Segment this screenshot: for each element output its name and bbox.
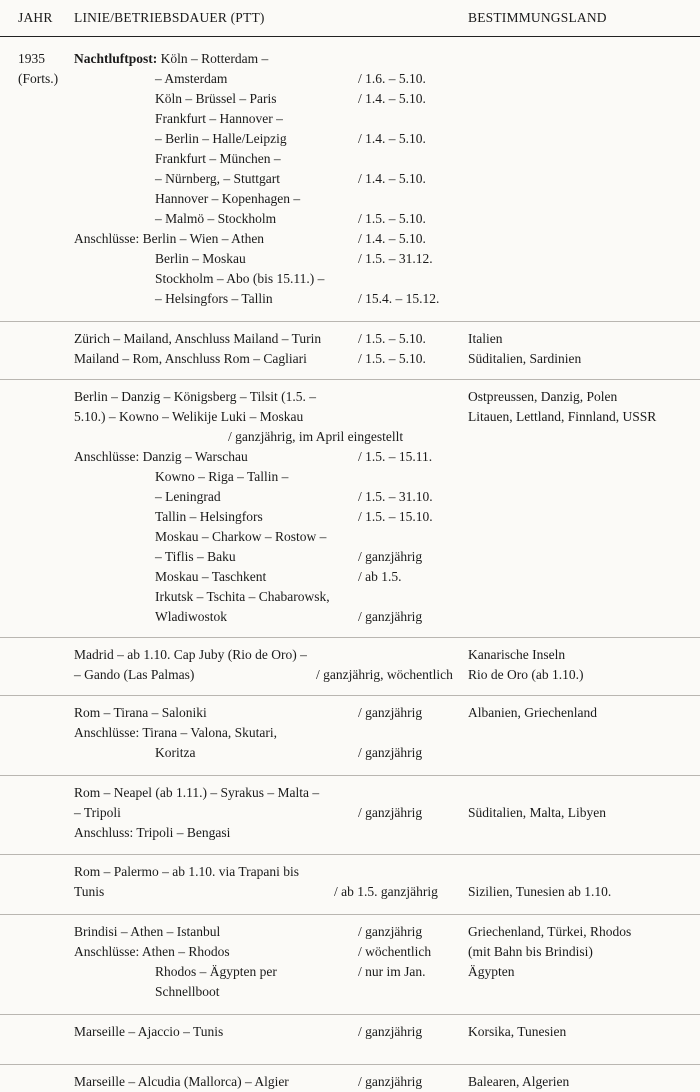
operating-period: / 1.4. – 5.10. <box>358 171 426 186</box>
route-row <box>0 507 700 527</box>
route-row <box>0 129 700 149</box>
route-text: Irkutsk – Tschita – Chabarowsk, <box>155 589 330 604</box>
route-text: Hannover – Kopenhagen – <box>155 191 301 206</box>
route-text: Nachtluftpost: Köln – Rotterdam – <box>74 51 269 66</box>
route-text: Rom – Palermo – ab 1.10. via Trapani bis <box>74 864 299 879</box>
section-divider <box>0 321 700 323</box>
section-divider <box>0 775 700 777</box>
route-row <box>0 1072 700 1092</box>
route-row <box>0 803 700 823</box>
route-text: Anschlüsse: Athen – Rhodos <box>74 944 230 959</box>
route-label: Nachtluftpost: <box>74 51 158 66</box>
destination-country: Sizilien, Tunesien ab 1.10. <box>468 884 612 899</box>
operating-period: / ganzjährig, im April eingestellt <box>228 429 404 444</box>
route-text: Tunis <box>74 884 105 899</box>
route-row <box>0 982 700 1002</box>
operating-period: / ganzjährig <box>358 549 423 564</box>
header-rule <box>0 36 700 37</box>
route-text: Mailand – Rom, Anschluss Rom – Cagliari <box>74 351 307 366</box>
route-section <box>0 387 700 627</box>
route-text: Berlin – Moskau <box>155 251 246 266</box>
route-text: Moskau – Charkow – Rostow – <box>155 529 327 544</box>
route-row <box>0 109 700 129</box>
year-label: 1935 <box>18 51 45 66</box>
section-divider <box>0 637 700 639</box>
route-text: Kowno – Riga – Tallin – <box>155 469 289 484</box>
route-text: Anschlüsse: Tirana – Valona, Skutari, <box>74 725 277 740</box>
destination-country: Litauen, Lettland, Finnland, USSR <box>468 409 657 424</box>
destination-country: Ägypten <box>468 964 515 979</box>
route-section <box>0 862 700 902</box>
route-text: Marseille – Alcudia (Mallorca) – Algier <box>74 1074 289 1089</box>
operating-period: / ganzjährig <box>358 609 423 624</box>
operating-period: / ganzjährig <box>358 705 423 720</box>
route-text: Brindisi – Athen – Istanbul <box>74 924 221 939</box>
operating-period: / ganzjährig <box>358 745 423 760</box>
operating-period: / 1.6. – 5.10. <box>358 71 426 86</box>
route-row <box>0 665 700 685</box>
route-row <box>0 289 700 309</box>
route-text: Frankfurt – München – <box>155 151 281 166</box>
route-row <box>0 149 700 169</box>
route-section <box>0 783 700 843</box>
route-row <box>0 723 700 743</box>
route-section <box>0 1022 700 1042</box>
column-header <box>0 10 700 30</box>
route-text: Frankfurt – Hannover – <box>155 111 283 126</box>
route-row <box>0 427 700 447</box>
route-row <box>0 567 700 587</box>
header-destination: BESTIMMUNGSLAND <box>468 10 607 25</box>
operating-period: / ganzjährig <box>358 1024 423 1039</box>
route-row <box>0 882 700 902</box>
route-row <box>0 962 700 982</box>
route-text: – Amsterdam <box>155 71 228 86</box>
operating-period: / 1.5. – 15.10. <box>358 509 433 524</box>
route-section <box>0 49 700 309</box>
route-section <box>0 329 700 369</box>
route-row <box>0 547 700 567</box>
route-text: Rhodos – Ägypten per <box>155 964 277 979</box>
year-continued: (Forts.) <box>18 71 59 86</box>
route-row <box>0 169 700 189</box>
operating-period: / 1.5. – 5.10. <box>358 351 426 366</box>
section-divider <box>0 379 700 381</box>
operating-period: / 1.5. – 15.11. <box>358 449 433 464</box>
route-row <box>0 89 700 109</box>
operating-period: / 1.5. – 31.12. <box>358 251 433 266</box>
destination-country: Süditalien, Sardinien <box>468 351 582 366</box>
route-text: – Gando (Las Palmas) <box>74 667 195 682</box>
route-text: – Malmö – Stockholm <box>155 211 277 226</box>
route-row <box>0 527 700 547</box>
operating-period: / ganzjährig, wöchentlich <box>316 667 453 682</box>
route-row <box>0 823 700 843</box>
route-row <box>0 249 700 269</box>
route-row <box>0 587 700 607</box>
route-text: Anschlüsse: Danzig – Warschau <box>74 449 248 464</box>
route-section <box>0 922 700 1002</box>
route-text: Tallin – Helsingfors <box>155 509 263 524</box>
destination-country: (mit Bahn bis Brindisi) <box>468 944 593 959</box>
operating-period: / 1.4. – 5.10. <box>358 231 426 246</box>
route-row <box>0 189 700 209</box>
route-section <box>0 645 700 685</box>
operating-period: / 15.4. – 15.12. <box>358 291 440 306</box>
route-text: Köln – Brüssel – Paris <box>155 91 277 106</box>
section-divider <box>0 854 700 856</box>
route-row <box>0 447 700 467</box>
operating-period: / nur im Jan. <box>358 964 426 979</box>
route-row <box>0 703 700 723</box>
route-row <box>0 209 700 229</box>
route-row <box>0 349 700 369</box>
route-text: – Tiflis – Baku <box>155 549 236 564</box>
route-row <box>0 607 700 627</box>
route-text: – Leningrad <box>155 489 221 504</box>
route-text: Madrid – ab 1.10. Cap Juby (Rio de Oro) – <box>74 647 307 662</box>
route-text: Anschlüsse: Berlin – Wien – Athen <box>74 231 265 246</box>
destination-country: Rio de Oro (ab 1.10.) <box>468 667 584 682</box>
operating-period: / 1.4. – 5.10. <box>358 131 426 146</box>
route-text: Stockholm – Abo (bis 15.11.) – <box>155 271 325 286</box>
section-divider <box>0 695 700 697</box>
route-row <box>0 942 700 962</box>
operating-period: / ganzjährig <box>358 924 423 939</box>
route-table <box>0 49 700 1092</box>
route-text: – Helsingfors – Tallin <box>155 291 273 306</box>
route-text: Berlin – Danzig – Königsberg – Tilsit (1.5. – <box>74 389 317 404</box>
operating-period: / ab 1.5. ganzjährig <box>334 884 438 899</box>
route-row <box>0 487 700 507</box>
section-divider <box>0 1014 700 1016</box>
destination-country: Griechenland, Türkei, Rhodos <box>468 924 632 939</box>
destination-country: Süditalien, Malta, Libyen <box>468 805 606 820</box>
route-text: – Tripoli <box>74 805 121 820</box>
route-text: 5.10.) – Kowno – Welikije Luki – Moskau <box>74 409 304 424</box>
route-row <box>0 922 700 942</box>
destination-country: Albanien, Griechenland <box>468 705 597 720</box>
operating-period: / wöchentlich <box>358 944 432 959</box>
section-divider <box>0 914 700 916</box>
route-row <box>0 783 700 803</box>
route-text: Wladiwostok <box>155 609 227 624</box>
operating-period: / ab 1.5. <box>358 569 402 584</box>
route-text: Anschluss: Tripoli – Bengasi <box>74 825 231 840</box>
header-line: LINIE/BETRIEBSDAUER (PTT) <box>74 10 265 25</box>
route-text: Koritza <box>155 745 196 760</box>
destination-country: Balearen, Algerien <box>468 1074 570 1089</box>
route-row <box>0 743 700 763</box>
route-text: Moskau – Taschkent <box>155 569 267 584</box>
operating-period: / 1.5. – 5.10. <box>358 331 426 346</box>
destination-country: Ostpreussen, Danzig, Polen <box>468 389 618 404</box>
route-text: Marseille – Ajaccio – Tunis <box>74 1024 224 1039</box>
route-text: – Nürnberg, – Stuttgart <box>155 171 280 186</box>
route-section <box>0 1072 700 1092</box>
route-text: Rom – Tirana – Saloniki <box>74 705 207 720</box>
route-row <box>0 269 700 289</box>
route-row <box>0 329 700 349</box>
route-text: Schnellboot <box>155 984 220 999</box>
operating-period: / 1.5. – 5.10. <box>358 211 426 226</box>
route-text: Rom – Neapel (ab 1.11.) – Syrakus – Malta – <box>74 785 320 800</box>
operating-period: / 1.5. – 31.10. <box>358 489 433 504</box>
route-row <box>0 387 700 407</box>
route-row <box>0 645 700 665</box>
header-year: JAHR <box>18 10 53 25</box>
route-section <box>0 703 700 763</box>
route-text: Zürich – Mailand, Anschluss Mailand – Turin <box>74 331 322 346</box>
operating-period: / 1.4. – 5.10. <box>358 91 426 106</box>
route-row <box>0 862 700 882</box>
route-row <box>0 1022 700 1042</box>
route-row <box>0 49 700 69</box>
route-text: – Berlin – Halle/Leipzig <box>155 131 287 146</box>
destination-country: Korsika, Tunesien <box>468 1024 567 1039</box>
route-row <box>0 407 700 427</box>
operating-period: / ganzjährig <box>358 805 423 820</box>
route-row <box>0 467 700 487</box>
destination-country: Italien <box>468 331 503 346</box>
destination-country: Kanarische Inseln <box>468 647 566 662</box>
route-row <box>0 69 700 89</box>
operating-period: / ganzjährig <box>358 1074 423 1089</box>
route-row <box>0 229 700 249</box>
section-divider <box>0 1064 700 1066</box>
